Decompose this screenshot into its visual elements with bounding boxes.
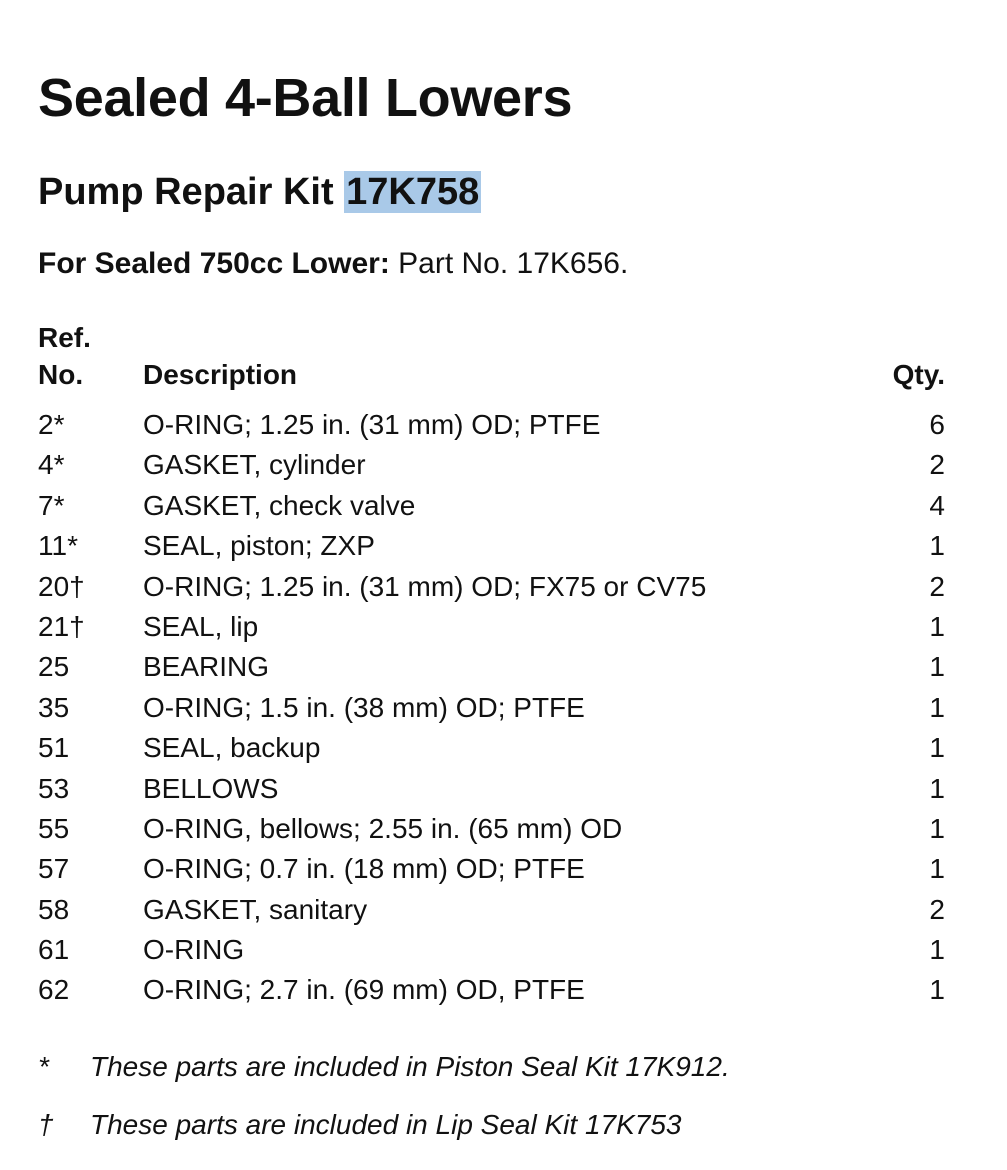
- ref-no-cell: 4*: [38, 449, 65, 481]
- footnote-lip-seal: [38, 1105, 682, 1145]
- table-row: [38, 445, 945, 485]
- table-row: [38, 567, 945, 607]
- ref-no-cell: 51: [38, 732, 70, 764]
- description-cell: BEARING: [143, 651, 270, 683]
- description-cell: O-RING; 0.7 in. (18 mm) OD; PTFE: [143, 853, 585, 885]
- description-cell: O-RING; 1.5 in. (38 mm) OD; PTFE: [143, 691, 585, 723]
- ref-no-cell: 53: [38, 772, 70, 804]
- description-cell: SEAL, lip: [143, 610, 259, 642]
- footnote-text: These parts are included in Piston Seal Kit 17K912.: [90, 1051, 730, 1082]
- table-row: [38, 769, 945, 809]
- qty-cell: 2: [929, 449, 945, 481]
- ref-no-cell: 21†: [38, 610, 85, 642]
- ref-no-cell: 20†: [38, 570, 85, 602]
- qty-cell: 1: [929, 772, 945, 804]
- qty-cell: 1: [929, 530, 945, 562]
- ref-no-cell: 11*: [38, 530, 78, 562]
- column-header-description: Description: [143, 359, 298, 390]
- ref-no-cell: 25: [38, 651, 70, 683]
- parts-table-body: [38, 405, 945, 1011]
- description-cell: GASKET, check valve: [143, 489, 416, 521]
- lower-part-label: For Sealed 750cc Lower:: [38, 247, 390, 280]
- qty-cell: 1: [929, 691, 945, 723]
- ref-no-cell: 58: [38, 893, 70, 925]
- footnote-text: These parts are included in Lip Seal Kit 17K753: [90, 1109, 682, 1140]
- description-cell: O-RING, bellows; 2.55 in. (65 mm) OD: [143, 812, 623, 844]
- table-row: [38, 526, 945, 566]
- lower-part-text: Part No. 17K656.: [389, 247, 629, 280]
- kit-subtitle: [38, 164, 481, 220]
- table-row: [38, 849, 945, 889]
- description-cell: O-RING; 1.25 in. (31 mm) OD; PTFE: [143, 409, 601, 440]
- table-row: [38, 486, 945, 526]
- description-cell: O-RING; 2.7 in. (69 mm) OD, PTFE: [143, 974, 585, 1006]
- kit-subtitle-prefix: Pump Repair Kit: [38, 171, 345, 213]
- table-row: [38, 930, 945, 970]
- table-row: [38, 970, 945, 1010]
- ref-no-cell: 62: [38, 974, 70, 1006]
- qty-cell: 6: [929, 409, 945, 440]
- lower-part-line: [38, 243, 628, 285]
- ref-no-cell: 55: [38, 812, 70, 844]
- column-header-no: No.: [38, 359, 84, 390]
- description-cell: SEAL, piston; ZXP: [143, 530, 375, 562]
- qty-cell: 2: [929, 893, 945, 925]
- table-row: [38, 647, 945, 687]
- qty-cell: 1: [929, 853, 945, 885]
- qty-cell: 1: [929, 651, 945, 683]
- description-cell: GASKET, sanitary: [143, 893, 368, 925]
- description-cell: SEAL, backup: [143, 732, 321, 764]
- footnote-mark-dagger: †: [38, 1109, 54, 1140]
- table-row: [38, 728, 945, 768]
- ref-no-cell: 7*: [38, 489, 65, 521]
- ref-no-cell: 57: [38, 853, 70, 885]
- description-cell: GASKET, cylinder: [143, 449, 366, 481]
- qty-cell: 1: [929, 732, 945, 764]
- footnote-piston-seal: [38, 1047, 730, 1087]
- description-cell: O-RING: [143, 934, 245, 966]
- table-row: [38, 809, 945, 849]
- table-row: [38, 405, 945, 445]
- ref-no-cell: 61: [38, 934, 70, 966]
- column-header-qty: Qty.: [892, 359, 945, 390]
- qty-cell: 1: [929, 610, 945, 642]
- table-row: [38, 688, 945, 728]
- qty-cell: 1: [929, 934, 945, 966]
- qty-cell: 1: [929, 974, 945, 1006]
- ref-no-cell: 35: [38, 691, 70, 723]
- page-title: Sealed 4-Ball Lowers: [38, 68, 573, 128]
- table-row: [38, 890, 945, 930]
- qty-cell: 4: [929, 489, 945, 521]
- column-header-ref: Ref.: [38, 322, 91, 353]
- description-cell: BELLOWS: [143, 772, 279, 804]
- ref-no-cell: 2*: [38, 409, 65, 440]
- table-row: [38, 607, 945, 647]
- qty-cell: 2: [929, 570, 945, 602]
- qty-cell: 1: [929, 812, 945, 844]
- kit-number-highlighted[interactable]: 17K758: [346, 171, 480, 213]
- description-cell: O-RING; 1.25 in. (31 mm) OD; FX75 or CV75: [143, 570, 707, 602]
- footnote-mark-asterisk: *: [38, 1051, 49, 1082]
